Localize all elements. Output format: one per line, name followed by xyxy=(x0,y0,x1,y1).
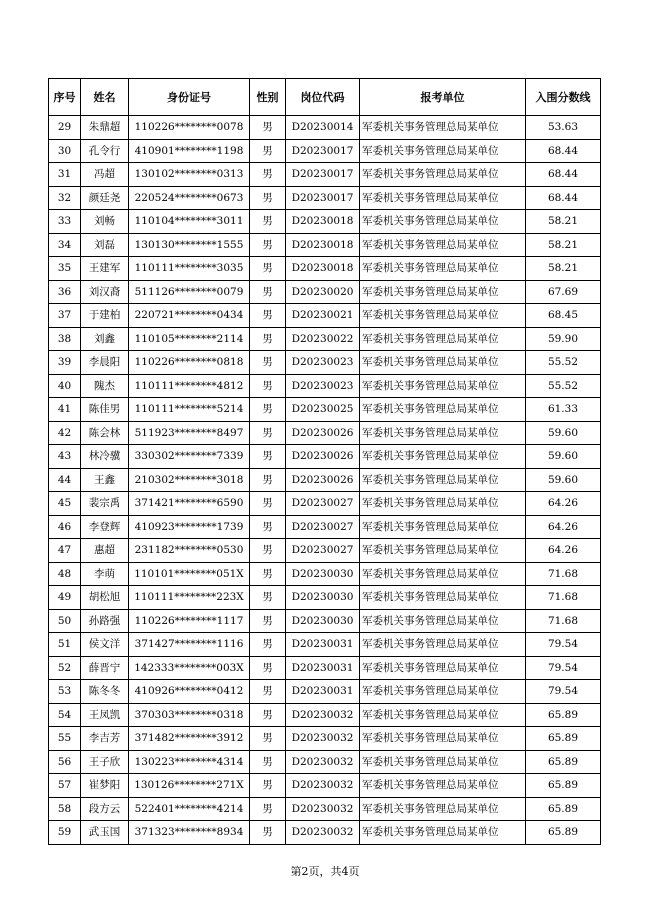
cell-gender: 男 xyxy=(250,139,286,163)
cell-score: 65.89 xyxy=(526,727,601,751)
cell-id-number: 110111********5214 xyxy=(129,398,250,422)
cell-name: 惠超 xyxy=(81,539,129,563)
cell-score: 65.89 xyxy=(526,750,601,774)
table-row xyxy=(49,139,601,163)
cell-unit: 军委机关事务管理总局某单位 xyxy=(360,539,526,563)
cell-unit: 军委机关事务管理总局某单位 xyxy=(360,163,526,187)
cell-position-code: D20230032 xyxy=(286,727,360,751)
cell-unit: 军委机关事务管理总局某单位 xyxy=(360,116,526,140)
cell-score: 58.21 xyxy=(526,210,601,234)
cell-index: 36 xyxy=(49,280,81,304)
table-row xyxy=(49,468,601,492)
cell-index: 33 xyxy=(49,210,81,234)
cell-position-code: D20230017 xyxy=(286,163,360,187)
table-row xyxy=(49,421,601,445)
cell-name: 刘磊 xyxy=(81,233,129,257)
cell-score: 55.52 xyxy=(526,374,601,398)
cell-score: 65.89 xyxy=(526,797,601,821)
cell-score: 68.45 xyxy=(526,304,601,328)
cell-position-code: D20230025 xyxy=(286,398,360,422)
cell-position-code: D20230027 xyxy=(286,515,360,539)
cell-unit: 军委机关事务管理总局某单位 xyxy=(360,139,526,163)
cell-position-code: D20230032 xyxy=(286,774,360,798)
cell-unit: 军委机关事务管理总局某单位 xyxy=(360,492,526,516)
cell-position-code: D20230032 xyxy=(286,797,360,821)
cell-unit: 军委机关事务管理总局某单位 xyxy=(360,821,526,845)
cell-score: 59.60 xyxy=(526,421,601,445)
cell-index: 52 xyxy=(49,656,81,680)
table-row xyxy=(49,257,601,281)
cell-index: 37 xyxy=(49,304,81,328)
cell-position-code: D20230027 xyxy=(286,492,360,516)
table-row xyxy=(49,233,601,257)
cell-position-code: D20230018 xyxy=(286,257,360,281)
cell-unit: 军委机关事务管理总局某单位 xyxy=(360,515,526,539)
cell-index: 53 xyxy=(49,680,81,704)
cell-gender: 男 xyxy=(250,398,286,422)
cell-name: 朱鼎超 xyxy=(81,116,129,140)
cell-unit: 军委机关事务管理总局某单位 xyxy=(360,750,526,774)
cell-name: 武玉国 xyxy=(81,821,129,845)
table-row xyxy=(49,327,601,351)
cell-id-number: 110105********2114 xyxy=(129,327,250,351)
table-row xyxy=(49,186,601,210)
cell-score: 65.89 xyxy=(526,774,601,798)
cell-id-number: 371323********8934 xyxy=(129,821,250,845)
cell-id-number: 511126********0079 xyxy=(129,280,250,304)
cell-index: 50 xyxy=(49,609,81,633)
cell-name: 陈佳男 xyxy=(81,398,129,422)
cell-position-code: D20230032 xyxy=(286,750,360,774)
cell-unit: 军委机关事务管理总局某单位 xyxy=(360,609,526,633)
cell-score: 68.44 xyxy=(526,139,601,163)
cell-index: 42 xyxy=(49,421,81,445)
cell-position-code: D20230018 xyxy=(286,210,360,234)
cell-id-number: 371427********1116 xyxy=(129,633,250,657)
cell-position-code: D20230023 xyxy=(286,374,360,398)
cell-position-code: D20230026 xyxy=(286,421,360,445)
cell-gender: 男 xyxy=(250,468,286,492)
cell-id-number: 110111********3035 xyxy=(129,257,250,281)
cell-score: 59.60 xyxy=(526,445,601,469)
cell-score: 71.68 xyxy=(526,586,601,610)
cell-position-code: D20230030 xyxy=(286,562,360,586)
cell-index: 48 xyxy=(49,562,81,586)
cell-position-code: D20230032 xyxy=(286,821,360,845)
cell-unit: 军委机关事务管理总局某单位 xyxy=(360,351,526,375)
cell-id-number: 110104********3011 xyxy=(129,210,250,234)
cell-unit: 军委机关事务管理总局某单位 xyxy=(360,703,526,727)
cell-position-code: D20230017 xyxy=(286,139,360,163)
cell-position-code: D20230026 xyxy=(286,468,360,492)
cell-score: 79.54 xyxy=(526,656,601,680)
table-row xyxy=(49,280,601,304)
cell-name: 段方云 xyxy=(81,797,129,821)
cell-name: 李晨阳 xyxy=(81,351,129,375)
header-index: 序号 xyxy=(49,79,81,116)
cell-gender: 男 xyxy=(250,562,286,586)
cell-id-number: 130102********0313 xyxy=(129,163,250,187)
cell-position-code: D20230027 xyxy=(286,539,360,563)
cell-score: 59.90 xyxy=(526,327,601,351)
table-row xyxy=(49,797,601,821)
cell-gender: 男 xyxy=(250,116,286,140)
header-gender: 性别 xyxy=(250,79,286,116)
table-row xyxy=(49,727,601,751)
cell-id-number: 522401********4214 xyxy=(129,797,250,821)
cell-position-code: D20230030 xyxy=(286,609,360,633)
table-row xyxy=(49,515,601,539)
cell-unit: 军委机关事务管理总局某单位 xyxy=(360,327,526,351)
cell-gender: 男 xyxy=(250,774,286,798)
cell-id-number: 511923********8497 xyxy=(129,421,250,445)
cell-unit: 军委机关事务管理总局某单位 xyxy=(360,656,526,680)
cell-name: 崔梦阳 xyxy=(81,774,129,798)
cell-id-number: 410901********1198 xyxy=(129,139,250,163)
cell-unit: 军委机关事务管理总局某单位 xyxy=(360,210,526,234)
cell-gender: 男 xyxy=(250,421,286,445)
cell-unit: 军委机关事务管理总局某单位 xyxy=(360,797,526,821)
cell-position-code: D20230030 xyxy=(286,586,360,610)
cell-score: 58.21 xyxy=(526,233,601,257)
cell-gender: 男 xyxy=(250,374,286,398)
table-row xyxy=(49,703,601,727)
table-row xyxy=(49,821,601,845)
table-row xyxy=(49,351,601,375)
table-row xyxy=(49,774,601,798)
cell-gender: 男 xyxy=(250,727,286,751)
cell-unit: 军委机关事务管理总局某单位 xyxy=(360,586,526,610)
cell-score: 65.89 xyxy=(526,821,601,845)
header-score: 入围分数线 xyxy=(526,79,601,116)
cell-id-number: 130130********1555 xyxy=(129,233,250,257)
cell-gender: 男 xyxy=(250,515,286,539)
cell-name: 薛晋宁 xyxy=(81,656,129,680)
cell-name: 隗杰 xyxy=(81,374,129,398)
cell-score: 71.68 xyxy=(526,562,601,586)
cell-id-number: 110226********0078 xyxy=(129,116,250,140)
cell-gender: 男 xyxy=(250,656,286,680)
cell-score: 64.26 xyxy=(526,492,601,516)
cell-index: 39 xyxy=(49,351,81,375)
cell-position-code: D20230031 xyxy=(286,656,360,680)
cell-gender: 男 xyxy=(250,750,286,774)
cell-name: 冯超 xyxy=(81,163,129,187)
cell-score: 64.26 xyxy=(526,539,601,563)
cell-id-number: 410926********0412 xyxy=(129,680,250,704)
cell-score: 55.52 xyxy=(526,351,601,375)
cell-position-code: D20230031 xyxy=(286,633,360,657)
cell-name: 陈冬冬 xyxy=(81,680,129,704)
cell-index: 41 xyxy=(49,398,81,422)
table-row xyxy=(49,492,601,516)
cell-position-code: D20230020 xyxy=(286,280,360,304)
cell-index: 47 xyxy=(49,539,81,563)
cell-id-number: 220721********0434 xyxy=(129,304,250,328)
cell-id-number: 110111********223X xyxy=(129,586,250,610)
cell-id-number: 110226********0818 xyxy=(129,351,250,375)
cell-index: 46 xyxy=(49,515,81,539)
cell-index: 44 xyxy=(49,468,81,492)
table-row xyxy=(49,445,601,469)
cell-id-number: 220524********0673 xyxy=(129,186,250,210)
cell-unit: 军委机关事务管理总局某单位 xyxy=(360,445,526,469)
table-row xyxy=(49,680,601,704)
cell-gender: 男 xyxy=(250,280,286,304)
table-row xyxy=(49,562,601,586)
header-unit: 报考单位 xyxy=(360,79,526,116)
cell-index: 29 xyxy=(49,116,81,140)
cell-name: 刘汉裔 xyxy=(81,280,129,304)
cell-gender: 男 xyxy=(250,163,286,187)
cell-name: 孔令行 xyxy=(81,139,129,163)
table-row xyxy=(49,304,601,328)
cell-index: 56 xyxy=(49,750,81,774)
cell-name: 侯文洋 xyxy=(81,633,129,657)
cell-name: 王凤凯 xyxy=(81,703,129,727)
cell-index: 40 xyxy=(49,374,81,398)
cell-id-number: 410923********1739 xyxy=(129,515,250,539)
cell-score: 68.44 xyxy=(526,163,601,187)
cell-position-code: D20230023 xyxy=(286,351,360,375)
candidate-table xyxy=(48,78,601,845)
cell-index: 57 xyxy=(49,774,81,798)
cell-unit: 军委机关事务管理总局某单位 xyxy=(360,562,526,586)
cell-gender: 男 xyxy=(250,539,286,563)
cell-score: 65.89 xyxy=(526,703,601,727)
cell-score: 59.60 xyxy=(526,468,601,492)
cell-score: 67.69 xyxy=(526,280,601,304)
cell-index: 58 xyxy=(49,797,81,821)
cell-position-code: D20230018 xyxy=(286,233,360,257)
page-number: 第2页，共4页 xyxy=(290,865,360,878)
cell-position-code: D20230026 xyxy=(286,445,360,469)
cell-name: 胡松旭 xyxy=(81,586,129,610)
cell-name: 颜廷尧 xyxy=(81,186,129,210)
cell-name: 刘畅 xyxy=(81,210,129,234)
cell-id-number: 110226********1117 xyxy=(129,609,250,633)
cell-score: 79.54 xyxy=(526,633,601,657)
cell-index: 30 xyxy=(49,139,81,163)
cell-unit: 军委机关事务管理总局某单位 xyxy=(360,186,526,210)
cell-id-number: 330302********7339 xyxy=(129,445,250,469)
cell-gender: 男 xyxy=(250,586,286,610)
cell-gender: 男 xyxy=(250,703,286,727)
cell-score: 53.63 xyxy=(526,116,601,140)
table-row xyxy=(49,210,601,234)
cell-unit: 军委机关事务管理总局某单位 xyxy=(360,304,526,328)
cell-name: 裴宗禹 xyxy=(81,492,129,516)
table-row xyxy=(49,750,601,774)
cell-unit: 军委机关事务管理总局某单位 xyxy=(360,727,526,751)
table-row xyxy=(49,609,601,633)
cell-name: 李登辉 xyxy=(81,515,129,539)
cell-gender: 男 xyxy=(250,257,286,281)
cell-unit: 军委机关事务管理总局某单位 xyxy=(360,468,526,492)
cell-unit: 军委机关事务管理总局某单位 xyxy=(360,774,526,798)
cell-unit: 军委机关事务管理总局某单位 xyxy=(360,233,526,257)
cell-position-code: D20230021 xyxy=(286,304,360,328)
cell-id-number: 231182********0530 xyxy=(129,539,250,563)
cell-index: 38 xyxy=(49,327,81,351)
cell-name: 王建军 xyxy=(81,257,129,281)
cell-gender: 男 xyxy=(250,492,286,516)
cell-name: 李萌 xyxy=(81,562,129,586)
cell-id-number: 130126********271X xyxy=(129,774,250,798)
cell-id-number: 110101********051X xyxy=(129,562,250,586)
cell-index: 51 xyxy=(49,633,81,657)
header-name: 姓名 xyxy=(81,79,129,116)
cell-id-number: 110111********4812 xyxy=(129,374,250,398)
cell-gender: 男 xyxy=(250,233,286,257)
cell-id-number: 370303********0318 xyxy=(129,703,250,727)
cell-name: 王子欣 xyxy=(81,750,129,774)
table-row xyxy=(49,633,601,657)
cell-index: 35 xyxy=(49,257,81,281)
cell-score: 58.21 xyxy=(526,257,601,281)
cell-gender: 男 xyxy=(250,680,286,704)
cell-gender: 男 xyxy=(250,609,286,633)
table-row xyxy=(49,586,601,610)
cell-name: 刘鑫 xyxy=(81,327,129,351)
cell-gender: 男 xyxy=(250,633,286,657)
table-row xyxy=(49,398,601,422)
cell-gender: 男 xyxy=(250,821,286,845)
table-row xyxy=(49,539,601,563)
header-position-code: 岗位代码 xyxy=(286,79,360,116)
cell-index: 34 xyxy=(49,233,81,257)
cell-name: 李吉芳 xyxy=(81,727,129,751)
cell-unit: 军委机关事务管理总局某单位 xyxy=(360,374,526,398)
cell-unit: 军委机关事务管理总局某单位 xyxy=(360,280,526,304)
cell-name: 林冷骥 xyxy=(81,445,129,469)
cell-gender: 男 xyxy=(250,210,286,234)
cell-name: 于建柏 xyxy=(81,304,129,328)
table-row xyxy=(49,656,601,680)
cell-index: 45 xyxy=(49,492,81,516)
cell-id-number: 130223********4314 xyxy=(129,750,250,774)
cell-position-code: D20230031 xyxy=(286,680,360,704)
cell-unit: 军委机关事务管理总局某单位 xyxy=(360,398,526,422)
cell-index: 43 xyxy=(49,445,81,469)
cell-name: 王鑫 xyxy=(81,468,129,492)
cell-score: 64.26 xyxy=(526,515,601,539)
cell-unit: 军委机关事务管理总局某单位 xyxy=(360,421,526,445)
cell-index: 55 xyxy=(49,727,81,751)
table-header-row xyxy=(49,79,601,116)
cell-index: 31 xyxy=(49,163,81,187)
cell-id-number: 371482********3912 xyxy=(129,727,250,751)
table-row xyxy=(49,374,601,398)
cell-score: 71.68 xyxy=(526,609,601,633)
header-id-number: 身份证号 xyxy=(129,79,250,116)
cell-unit: 军委机关事务管理总局某单位 xyxy=(360,633,526,657)
cell-position-code: D20230022 xyxy=(286,327,360,351)
table-row xyxy=(49,116,601,140)
cell-id-number: 371421********6590 xyxy=(129,492,250,516)
cell-name: 陈会林 xyxy=(81,421,129,445)
cell-name: 孙路强 xyxy=(81,609,129,633)
cell-index: 49 xyxy=(49,586,81,610)
cell-score: 79.54 xyxy=(526,680,601,704)
cell-id-number: 210302********3018 xyxy=(129,468,250,492)
cell-gender: 男 xyxy=(250,327,286,351)
cell-position-code: D20230014 xyxy=(286,116,360,140)
cell-gender: 男 xyxy=(250,351,286,375)
cell-id-number: 142333********003X xyxy=(129,656,250,680)
cell-score: 68.44 xyxy=(526,186,601,210)
cell-index: 54 xyxy=(49,703,81,727)
cell-position-code: D20230017 xyxy=(286,186,360,210)
cell-gender: 男 xyxy=(250,186,286,210)
cell-unit: 军委机关事务管理总局某单位 xyxy=(360,257,526,281)
cell-gender: 男 xyxy=(250,797,286,821)
cell-gender: 男 xyxy=(250,304,286,328)
cell-position-code: D20230032 xyxy=(286,703,360,727)
cell-index: 59 xyxy=(49,821,81,845)
cell-index: 32 xyxy=(49,186,81,210)
cell-gender: 男 xyxy=(250,445,286,469)
cell-score: 61.33 xyxy=(526,398,601,422)
table-row xyxy=(49,163,601,187)
cell-unit: 军委机关事务管理总局某单位 xyxy=(360,680,526,704)
